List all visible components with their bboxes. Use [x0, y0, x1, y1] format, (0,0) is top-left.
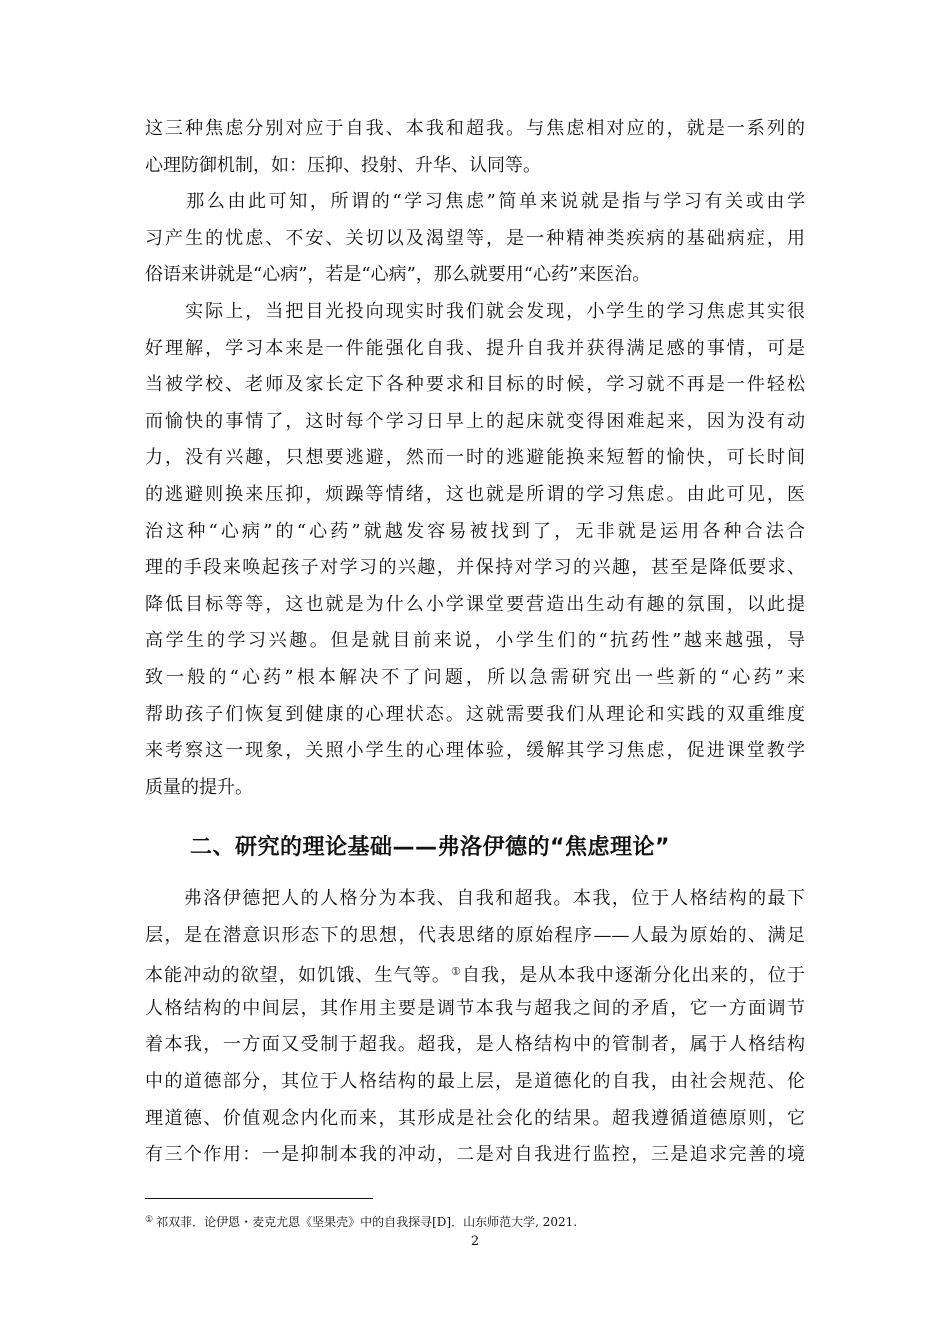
footnote — [145, 1212, 577, 1230]
text-line-with-footnote-ref — [145, 961, 805, 987]
footnote-reference[interactable]: ① — [450, 965, 462, 979]
text-line: 降低目标等等，这也就是为什么小学课堂要营造出生动有趣的氛围，以此提 — [145, 593, 805, 615]
text-line: 理的手段来唤起孩子对学习的兴趣，并保持对学习的兴趣，甚至是降低要求、 — [145, 557, 805, 579]
text-segment: 本能冲动的欲望，如饥饿、生气等。 — [145, 965, 451, 987]
text-line: 中的道德部分，其位于人格结构的最上层，是道德化的自我，由社会规范、伦 — [145, 1071, 805, 1092]
text-line: 治这种“心病”的“心药”就越发容易被找到了，无非就是运用各种合法合 — [145, 520, 805, 542]
text-line: 而愉快的事情了，这时每个学习日早上的起床就变得困难起来，因为没有动 — [145, 410, 805, 432]
text-line: 弗洛伊德把人的人格分为本我、自我和超我。本我，位于人格结构的最下 — [145, 888, 805, 909]
footnote-divider — [145, 1198, 373, 1199]
text-line: 质量的提升。 — [145, 776, 253, 798]
text-line: 致一般的“心药”根本解决不了问题，所以急需研究出一些新的“心药”来 — [145, 667, 805, 688]
section-heading: 二、研究的理论基础——弗洛伊德的“焦虑理论” — [190, 835, 670, 860]
text-line: 力，没有兴趣，只想要逃避，然而一时的逃避能换来短暂的愉快，可长时间 — [145, 447, 805, 469]
text-line: 帮助孩子们恢复到健康的心理状态。这就需要我们从理论和实践的双重维度 — [145, 703, 805, 725]
text-line: 来考察这一现象，关照小学生的心理体验，缓解其学习焦虑，促进课堂教学 — [145, 740, 805, 762]
text-line: 习产生的忧虑、不安、关切以及渴望等，是一种精神类疾病的基础病症，用 — [145, 227, 805, 249]
text-line: 高学生的学习兴趣。但是就目前来说，小学生们的“抗药性”越来越强，导 — [145, 630, 805, 652]
text-line: 俗语来讲就是“心病”，若是“心病”，那么就要用“心药”来医治。 — [145, 264, 651, 286]
text-line: 人格结构的中间层，其作用主要是调节本我与超我之间的矛盾，它一方面调节 — [145, 997, 805, 1019]
text-line: 心理防御机制，如：压抑、投射、升华、认同等。 — [145, 154, 541, 176]
text-line: 着本我，一方面又受制于超我。超我，是人格结构中的管制者，属于人格结构 — [145, 1034, 805, 1056]
text-line: 那么由此可知，所谓的“学习焦虑”简单来说就是指与学习有关或由学 — [145, 191, 805, 213]
text-line: 当被学校、老师及家长定下各种要求和目标的时候，学习就不再是一件轻松 — [145, 374, 805, 396]
text-line: 理道德、价值观念内化而来，其形成是社会化的结果。超我遵循道德原则，它 — [145, 1107, 805, 1129]
text-segment: 自我，是从本我中逐渐分化出来的，位于 — [461, 965, 805, 987]
text-line: 的逃避则换来压抑，烦躁等情绪，这也就是所谓的学习焦虑。由此可见，医 — [145, 484, 805, 505]
footnote-marker: ① — [145, 1215, 154, 1225]
text-line: 有三个作用：一是抑制本我的冲动，二是对自我进行监控，三是追求完善的境 — [145, 1144, 805, 1166]
footnote-text: 祁双菲．论伊恩・麦克尤恩《坚果壳》中的自我探寻[D]．山东师范大学, 2021. — [156, 1215, 578, 1229]
text-line: 层，是在潜意识形态下的思想，代表思绪的原始程序——人最为原始的、满足 — [145, 924, 805, 946]
text-line: 这三种焦虑分别对应于自我、本我和超我。与焦虑相对应的，就是一系列的 — [145, 118, 805, 139]
text-line: 好理解，学习本来是一件能强化自我、提升自我并获得满足感的事情，可是 — [145, 337, 805, 359]
text-line: 实际上，当把目光投向现实时我们就会发现，小学生的学习焦虑其实很 — [145, 301, 805, 322]
page-number: 2 — [470, 1234, 480, 1249]
